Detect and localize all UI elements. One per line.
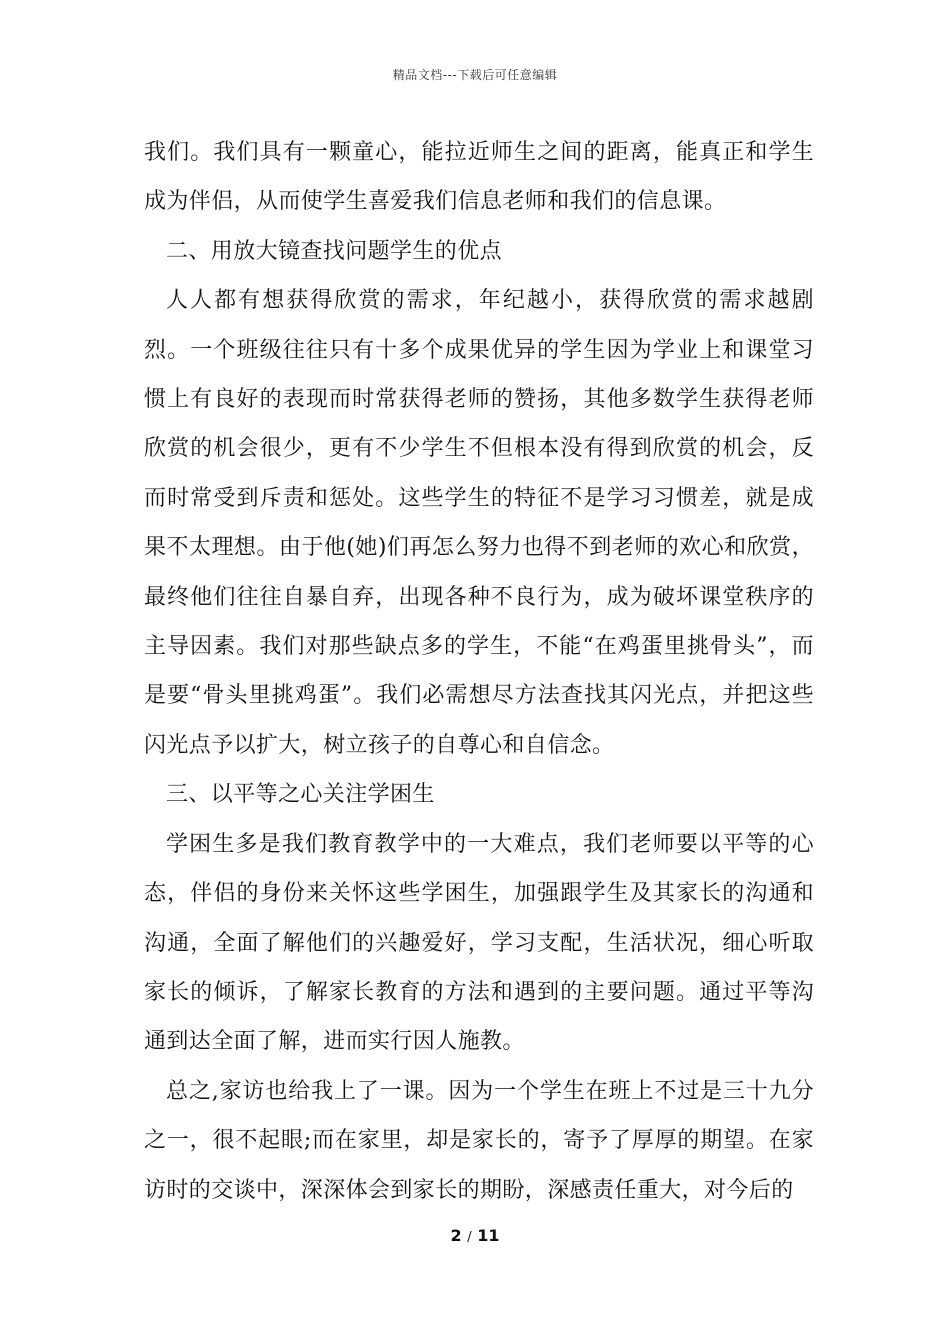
paragraph-2: 人人都有想获得欣赏的需求，年纪越小，获得欣赏的需求越剧烈。一个班级往往只有十多个成果优异的学生因为学业上和课堂习惯上有良好的表现而时常获得老师的赞扬，其他多数学生获得老师欣赏的机会很少，更有不少学生不但根本没有得到欣赏的机会，反而时常受到斥责和惩处。这些学生的特征不是学习习惯差，就是成果不太理想。由于他(她)们再怎么努力也得不到老师的欢心和欣赏，最终他们往往自暴自弃，出现各种不良行为，成为破坏课堂秩序的主导因素。我们对那些缺点多的学生，不能“在鸡蛋里挑骨头”，而是要“骨头里挑鸡蛋”。我们必需想尽方法查找其闪光点，并把这些闪光点予以扩大，树立孩子的自尊心和自信念。 — [144, 288, 814, 758]
body-text — [144, 128, 814, 1215]
paragraph-1: 我们。我们具有一颗童心，能拉近师生之间的距离，能真正和学生成为伴侣，从而使学生喜爱我们信息老师和我们的信息课。 — [144, 140, 814, 215]
page-number-total: 11 — [477, 1226, 500, 1245]
paragraph-4: 总之,家访也给我上了一课。因为一个学生在班上不过是三十九分之一，很不起眼;而在家里，却是家长的，寄予了厚厚的期望。在家访时的交谈中，深深体会到家长的期盼，深感责任重大，对今后的 — [144, 1078, 814, 1203]
page-number-current: 2 — [450, 1226, 462, 1245]
section-heading-3: 三、以平等之心关注学困生 — [166, 782, 435, 808]
page-number-separator: / — [467, 1230, 472, 1245]
section-heading-2: 二、用放大镜查找问题学生的优点 — [166, 238, 503, 264]
paragraph-3: 学困生多是我们教育教学中的一大难点，我们老师要以平等的心态，伴侣的身份来关怀这些学困生，加强跟学生及其家长的沟通和沟通，全面了解他们的兴趣爱好，学习支配，生活状况，细心听取家长的倾诉，了解家长教育的方法和遇到的主要问题。通过平等沟通到达全面了解，进而实行因人施教。 — [144, 831, 814, 1055]
page-header: 精品文档---下载后可任意编辑 — [392, 68, 558, 82]
page-number — [0, 1226, 950, 1245]
